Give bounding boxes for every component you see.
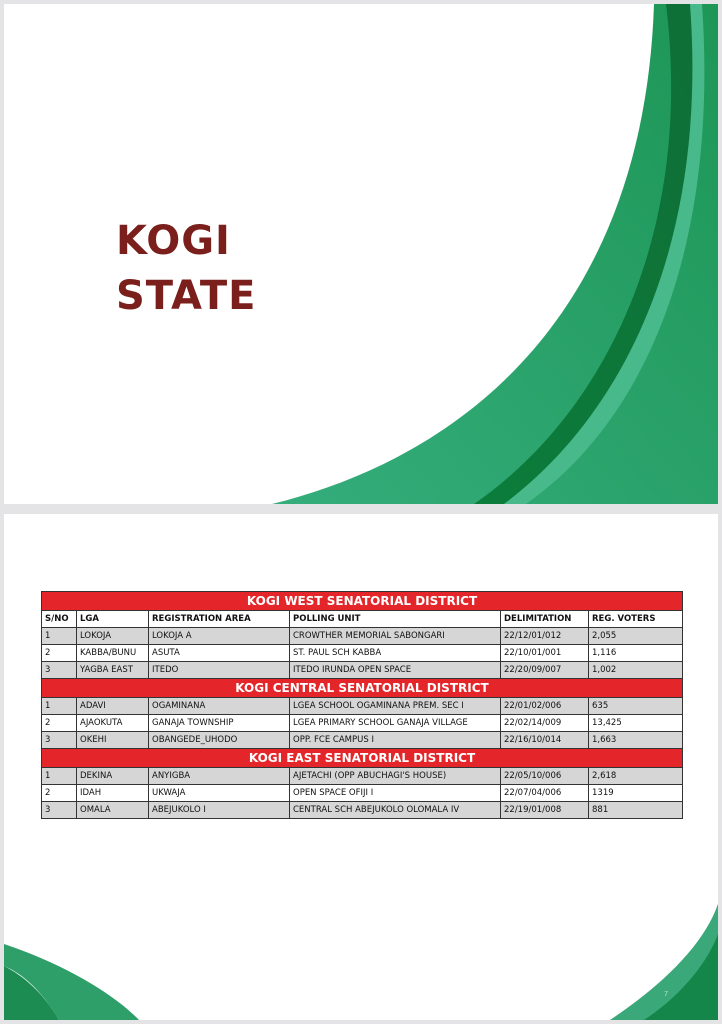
header-lga: LGA bbox=[77, 611, 149, 628]
cell-delimitation: 22/20/09/007 bbox=[501, 662, 589, 679]
district-title: KOGI WEST SENATORIAL DISTRICT bbox=[42, 592, 683, 611]
cell-registration-area: OBANGEDE_UHODO bbox=[149, 732, 290, 749]
cell-lga: LOKOJA bbox=[77, 628, 149, 645]
table-row bbox=[42, 715, 683, 732]
cell-lga: ADAVI bbox=[77, 698, 149, 715]
cell-reg-voters: 1,002 bbox=[589, 662, 683, 679]
cell-sno: 2 bbox=[42, 715, 77, 732]
cell-lga: OMALA bbox=[77, 802, 149, 819]
cell-lga: KABBA/BUNU bbox=[77, 645, 149, 662]
cell-delimitation: 22/10/01/001 bbox=[501, 645, 589, 662]
state-title-line-1: KOGI bbox=[116, 218, 231, 264]
cell-polling-unit: LGEA SCHOOL OGAMINANA PREM. SEC I bbox=[290, 698, 501, 715]
table-row bbox=[42, 698, 683, 715]
district-title: KOGI CENTRAL SENATORIAL DISTRICT bbox=[42, 679, 683, 698]
cell-reg-voters: 13,425 bbox=[589, 715, 683, 732]
cell-reg-voters: 1319 bbox=[589, 785, 683, 802]
cell-polling-unit: AJETACHI (OPP ABUCHAGI'S HOUSE) bbox=[290, 768, 501, 785]
cell-reg-voters: 1,116 bbox=[589, 645, 683, 662]
district-header-row bbox=[42, 679, 683, 698]
cell-delimitation: 22/02/14/009 bbox=[501, 715, 589, 732]
cell-delimitation: 22/07/04/006 bbox=[501, 785, 589, 802]
cell-sno: 3 bbox=[42, 662, 77, 679]
cell-lga: IDAH bbox=[77, 785, 149, 802]
table-row bbox=[42, 662, 683, 679]
cell-lga: YAGBA EAST bbox=[77, 662, 149, 679]
cell-delimitation: 22/12/01/012 bbox=[501, 628, 589, 645]
cell-registration-area: LOKOJA A bbox=[149, 628, 290, 645]
cell-sno: 2 bbox=[42, 785, 77, 802]
header-polling-unit: POLLING UNIT bbox=[290, 611, 501, 628]
cell-polling-unit: CROWTHER MEMORIAL SABONGARI bbox=[290, 628, 501, 645]
cell-polling-unit: LGEA PRIMARY SCHOOL GANAJA VILLAGE bbox=[290, 715, 501, 732]
header-registration-area: REGISTRATION AREA bbox=[149, 611, 290, 628]
table-row bbox=[42, 732, 683, 749]
cell-sno: 3 bbox=[42, 732, 77, 749]
cell-delimitation: 22/19/01/008 bbox=[501, 802, 589, 819]
page-number: 7 bbox=[664, 991, 668, 998]
cell-lga: OKEHI bbox=[77, 732, 149, 749]
cell-sno: 1 bbox=[42, 698, 77, 715]
cell-registration-area: ITEDO bbox=[149, 662, 290, 679]
cell-reg-voters: 635 bbox=[589, 698, 683, 715]
cell-reg-voters: 1,663 bbox=[589, 732, 683, 749]
district-header-row bbox=[42, 749, 683, 768]
cell-polling-unit: CENTRAL SCH ABEJUKOLO OLOMALA IV bbox=[290, 802, 501, 819]
cell-registration-area: GANAJA TOWNSHIP bbox=[149, 715, 290, 732]
cell-sno: 2 bbox=[42, 645, 77, 662]
header-sno: S/NO bbox=[42, 611, 77, 628]
cell-sno: 3 bbox=[42, 802, 77, 819]
cell-sno: 1 bbox=[42, 768, 77, 785]
cell-sno: 1 bbox=[42, 628, 77, 645]
cell-registration-area: OGAMINANA bbox=[149, 698, 290, 715]
column-header-row bbox=[42, 611, 683, 628]
table-row bbox=[42, 802, 683, 819]
cell-delimitation: 22/16/10/014 bbox=[501, 732, 589, 749]
cell-reg-voters: 2,618 bbox=[589, 768, 683, 785]
cover-page bbox=[4, 4, 718, 504]
state-title-line-2: STATE bbox=[116, 273, 257, 319]
cell-lga: AJAOKUTA bbox=[77, 715, 149, 732]
header-delimitation: DELIMITATION bbox=[501, 611, 589, 628]
cell-registration-area: ANYIGBA bbox=[149, 768, 290, 785]
table-page bbox=[4, 514, 718, 1020]
cell-polling-unit: OPEN SPACE OFIJI I bbox=[290, 785, 501, 802]
cell-polling-unit: ST. PAUL SCH KABBA bbox=[290, 645, 501, 662]
polling-units-table bbox=[41, 591, 683, 819]
cell-registration-area: ASUTA bbox=[149, 645, 290, 662]
cell-lga: DEKINA bbox=[77, 768, 149, 785]
district-title: KOGI EAST SENATORIAL DISTRICT bbox=[42, 749, 683, 768]
cell-registration-area: UKWAJA bbox=[149, 785, 290, 802]
cell-polling-unit: ITEDO IRUNDA OPEN SPACE bbox=[290, 662, 501, 679]
cell-reg-voters: 881 bbox=[589, 802, 683, 819]
district-header-row bbox=[42, 592, 683, 611]
table-row bbox=[42, 628, 683, 645]
table-row bbox=[42, 645, 683, 662]
header-reg-voters: REG. VOTERS bbox=[589, 611, 683, 628]
table-row bbox=[42, 785, 683, 802]
cell-reg-voters: 2,055 bbox=[589, 628, 683, 645]
cell-polling-unit: OPP. FCE CAMPUS I bbox=[290, 732, 501, 749]
table-row bbox=[42, 768, 683, 785]
cell-delimitation: 22/05/10/006 bbox=[501, 768, 589, 785]
cell-registration-area: ABEJUKOLO I bbox=[149, 802, 290, 819]
green-swoosh-graphic bbox=[4, 4, 718, 504]
cell-delimitation: 22/01/02/006 bbox=[501, 698, 589, 715]
